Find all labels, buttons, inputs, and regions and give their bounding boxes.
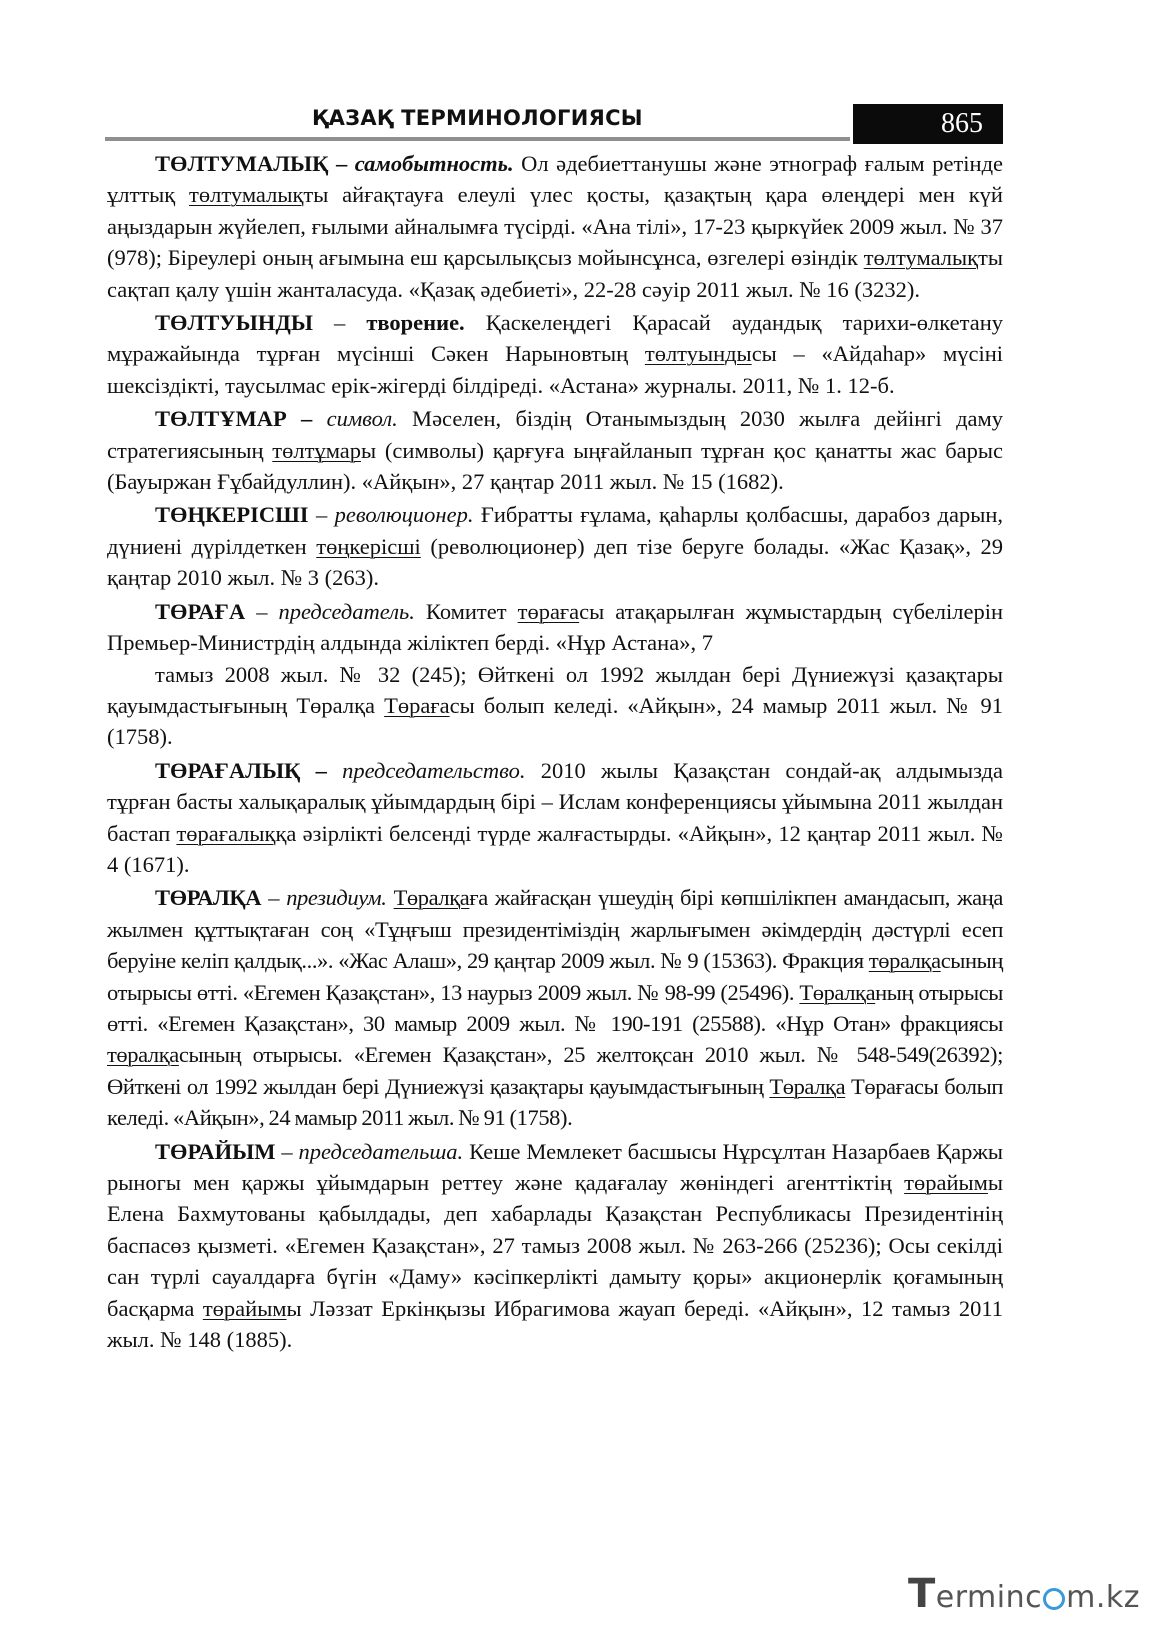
entry-text: Комитет [414,598,518,624]
dictionary-entries [107,148,1003,1357]
entry-text: ы (символы) қарғуға ыңғайланып тұрған қос қанатты жас барыс (Бауыржан Ғұбайдуллин). «Айқын», 27 қаңтар 2011 жыл. № 15 (1682). [107,437,1003,495]
entry-text: ы Елена Бахмутованы қабылдады, деп хабарлады Қазақстан Республикасы Президентінің баспасөз қызметі. «Егемен Қазақстан», 27 тамыз 2008 жыл. № 263-266 (25236); Осы секілді сан түрлі сауалдарға бүгін «Даму» кәсіпкерлікті дамыту қоры» акционерлік қоғамының басқарма [107,1170,1003,1321]
running-header-title: ҚАЗАҚ ТЕРМИНОЛОГИЯСЫ [312,106,643,130]
entry-text: Ғибратты ғұлама, қаһарлы қолбасшы, дарабоз дарын, дүниені дүрілдеткен [107,502,1003,559]
dictionary-entry [107,148,1003,305]
entry-term-usage: төлтуынды [644,341,752,367]
entry-headword: ТӨЛТҰМАР [155,406,287,432]
entry-text: 2010 жылы Қазақстан сондай-ақ алдымызда тұрған басты халықаралық ұйымдардың бірі – Ислам конференциясы ұйымына 2011 жылдан бастап [107,757,1004,846]
dictionary-entry [107,755,1003,881]
entry-text [386,885,393,910]
entry-text: тамыз 2008 жыл. № 32 (245); Өйткені ол 1992 жылдан бері Дүниежүзі қазақтары қауымдастығының Төралқа [107,661,1003,718]
entry-text: қа әзірлікті белсенді түрде жалғастырды. «Айқын», 12 қаңтар 2011 жыл. № 4 (1671). [107,820,1004,877]
entry-translation: председательша. [298,1138,464,1164]
entry-term-usage: төңкерісші [316,533,421,559]
entry-paragraph [107,882,1003,1133]
entry-term-usage: Төралқа [799,979,876,1005]
entry-text: Мәселен, біздің Отанымыздың 2030 жылға дейінгі даму стратегиясының [107,406,1003,463]
entry-headword: ТӨРАЙЫМ [155,1138,276,1164]
entry-translation: революционер. [334,502,474,528]
entry-translation: символ. [326,406,398,432]
entry-translation: творение. [366,310,465,336]
site-watermark [908,1571,1140,1617]
entry-paragraph [107,307,1003,401]
entry-dash: – [245,598,279,624]
entry-dash: – [275,1138,299,1164]
page-number: 865 [853,104,1003,144]
entry-text: ы Ләззат Еркінқызы Ибрагимова жауап береді. «Айқын», 12 тамыз 2011 жыл. № 148 (1885). [107,1295,1003,1353]
entry-term-usage: төлтұмар [272,437,362,463]
entry-term-usage: төрайым [202,1295,287,1321]
entry-paragraph [107,499,1003,593]
entry-text: сының отырысы. «Егемен Қазақстан», 25 желтоқсан 2010 жыл. № 548-549(26392); Өйткені ол 1992 жылдан бері Дүниежүзі қазақтары қауымдастығының [107,1042,1003,1099]
entry-term-usage: төрағалық [176,820,276,846]
entry-translation: председательство. [342,757,526,783]
entry-dash: – [308,502,335,528]
entry-translation: председатель. [278,598,415,624]
entry-headword: ТӨРАҒАЛЫҚ [155,757,301,783]
entry-headword: ТӨЛТУМАЛЫҚ [155,151,329,176]
entry-headword: ТӨЛТУЫНДЫ [155,310,313,336]
entry-text: Төрағасы болып келеді. «Айқын», 24 мамыр 2011 жыл. № 91 (1758). [107,1073,1003,1131]
entry-paragraph [107,659,1003,753]
entry-paragraph [107,755,1003,881]
entry-term-usage: Төралқа [769,1073,846,1099]
entry-term-usage: Төраға [384,692,450,718]
entry-term-usage: төраға [517,598,580,624]
entry-term-usage: Төралқа [393,885,470,911]
dictionary-entry [107,1136,1003,1356]
watermark-o-icon [1043,1588,1065,1610]
entry-dash: – [300,757,343,783]
entry-translation: самобытность. [354,151,514,176]
dictionary-entry [107,403,1003,497]
watermark-domain: m.kz [1066,1580,1140,1615]
entry-text: сы атақарылған жұмыстардың сүбелілерін Премьер-Министрдің алдында жіліктеп берді. «Нұр Астана», 7 [107,598,1004,656]
entry-paragraph [107,403,1003,497]
entry-headword: ТӨРАЛҚА [155,885,262,911]
entry-dash: – [328,151,355,176]
entry-text: сы болып келеді. «Айқын», 24 мамыр 2011 жыл. № 91 (1758). [107,692,1003,750]
entry-term-usage: төралқа [107,1042,179,1068]
entry-text: сы – «Айдаһар» мүсіні шексіздікті, таусылмас ерік-жігерді білдіреді. «Астана» журналы. 2011, № 1. 12-б. [107,341,1003,398]
entry-text: ға жайғасқан үшеудің бірі көпшілікпен амандасып, жаңа жылмен құттықтаған соң «Тұңғыш президентіміздің жарлығымен әкімдердің дәстүрлі есеп беруіне келіп қалдық...». «Жас Алаш», 29 қаңтар 2009 жыл. № 9 (15363). Фракция [107,885,1003,974]
entry-text: ның отырысы өтті. «Егемен Қазақстан», 30 мамыр 2009 жыл. № 190-191 (25588). «Нұр Отан» фракциясы [107,979,1003,1036]
entry-translation: президиум. [286,885,387,911]
entry-text: Кеше Мемлекет басшысы Нұрсұлтан Назарбаев Қаржы рыногы мен қаржы ұйымдарын реттеу және қадағалау жөніндегі агенттіктің [107,1138,1004,1195]
entry-dash: – [312,310,367,336]
entry-headword: ТӨРАҒА [155,598,246,624]
entry-dash: – [286,406,327,432]
watermark-text: erminc [935,1580,1043,1615]
entry-paragraph [107,1136,1003,1356]
header-rule [105,137,850,141]
entry-text: Ол әдебиеттанушы және этнограф ғалым ретінде ұлттық [107,151,1003,208]
dictionary-entry [107,882,1003,1133]
entry-text: ты айғақтауға елеулі үлес қосты, қазақтың қара өлеңдері мен күй аңыздарын жүйелеп, ғылыми айналымға түсірді. «Ана тілі», 17-23 қыркүйек 2009 жыл. № 37 (978); Біреулері оның ағымына еш қарсылықсыз мойынсұнса, өзгелері өзіндік [107,182,1003,271]
watermark-letter: T [907,1571,936,1617]
entry-paragraph [107,148,1003,305]
dictionary-entry [107,307,1003,401]
entry-paragraph [107,596,1003,659]
entry-term-usage: төрайым [904,1170,988,1195]
entry-text: (революционер) деп тізе беруге болады. «Жас Қазақ», 29 қаңтар 2010 жыл. № 3 (263). [107,533,1004,591]
entry-term-usage: төралқа [868,948,941,974]
dictionary-entry [107,596,1003,753]
entry-headword: ТӨҢКЕРІСШІ [155,502,309,528]
entry-term-usage: төлтумалық [863,245,979,271]
entry-text: сының отырысы өтті. «Егемен Қазақстан», 13 наурыз 2009 жыл. № 98-99 (25496). [107,948,1003,1005]
entry-dash: – [261,885,287,911]
entry-term-usage: төлтумалық [189,182,304,208]
entry-text: Қаскелеңдегі Қарасай аудандық тарихи-өлкетану мұражайында тұрған мүсінші Сәкен Нарыновтың [107,310,1003,367]
dictionary-entry [107,499,1003,593]
entry-text: ты сақтап қалу үшін жанталасуда. «Қазақ әдебиеті», 22-28 сәуір 2011 жыл. № 16 (3232). [107,245,1003,302]
